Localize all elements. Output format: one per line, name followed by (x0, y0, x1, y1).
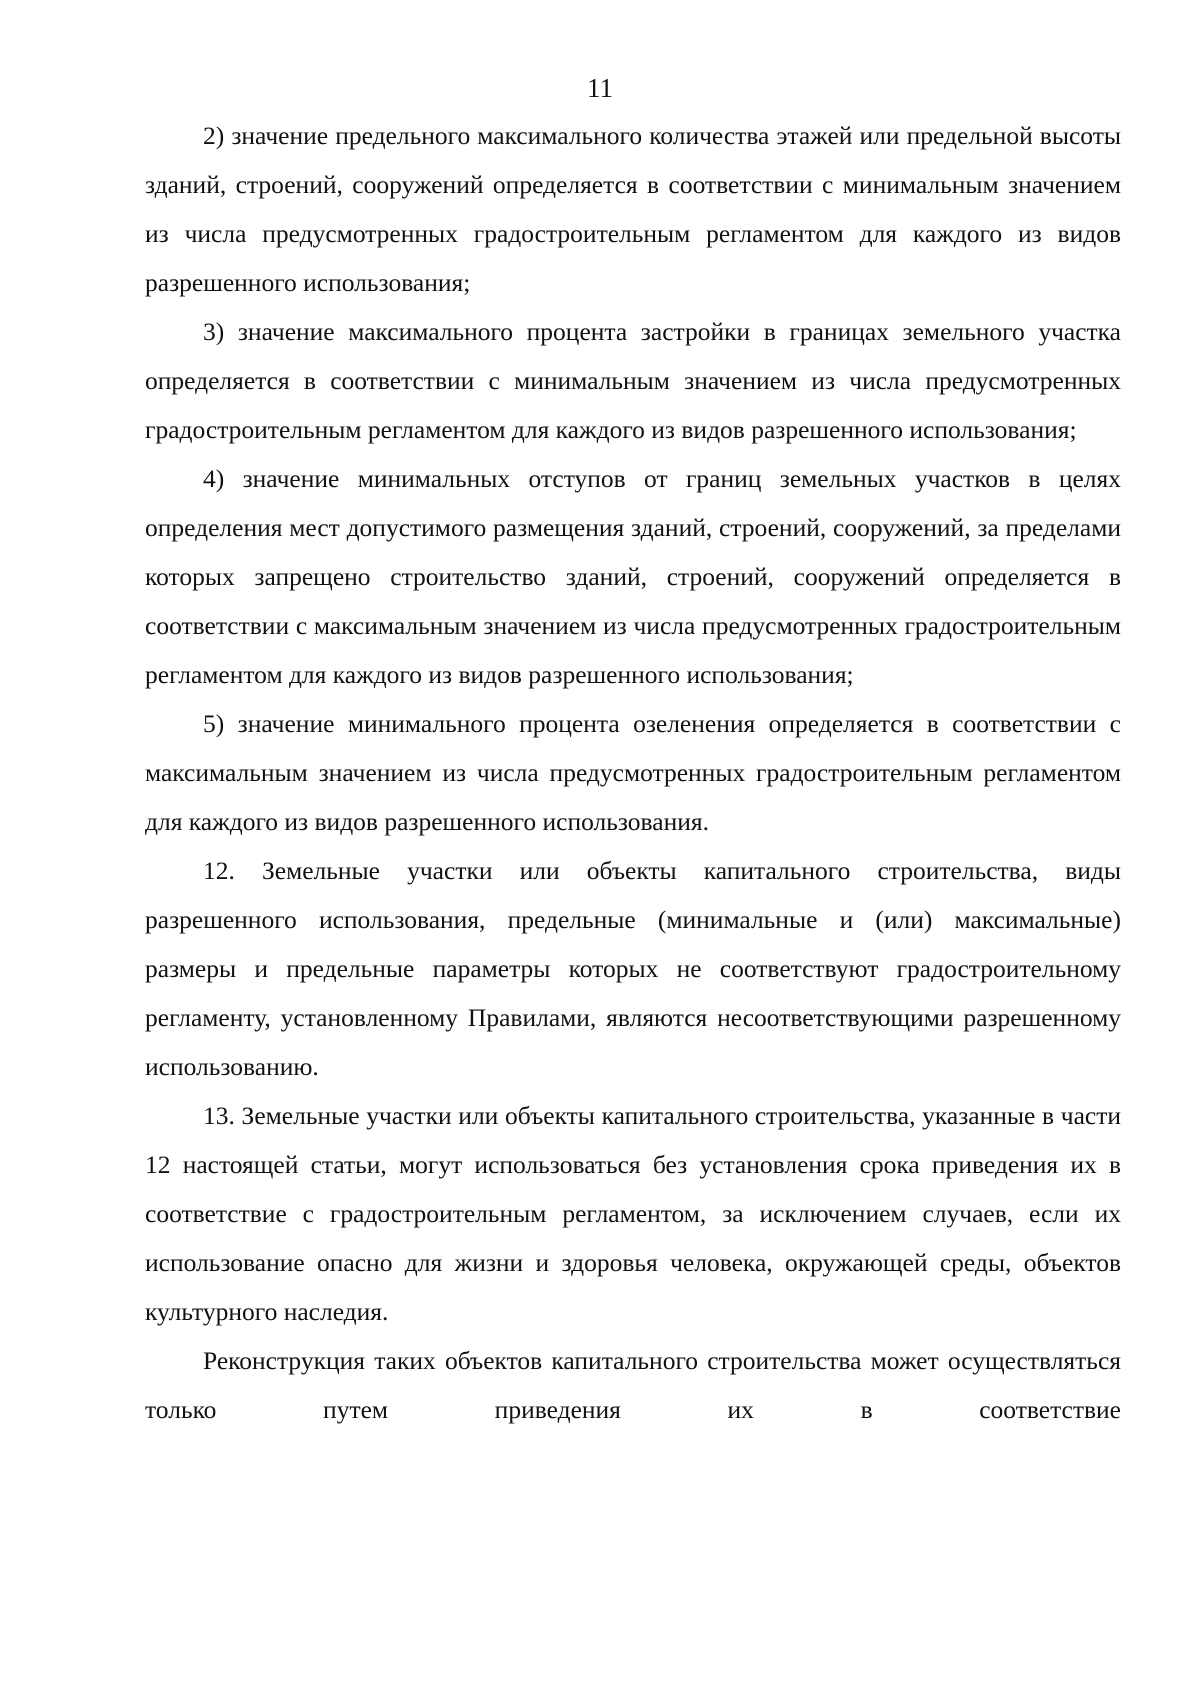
paragraph-item-2: 2) значение предельного максимального количества этажей или предельной высоты зданий, строений, сооружений определяется в соответствии с минимальным значением из числа предусмотренных градостроительным регламентом для каждого из видов разрешенного использования; (145, 121, 1121, 297)
paragraph-clause-13: 13. Земельные участки или объекты капитального строительства, указанные в части 12 настоящей статьи, могут использоваться без установления срока приведения их в соответствие с градостроительным регламентом, за исключением случаев, если их использование опасно для жизни и здоровья человека, окружающей среды, объектов культурного наследия. (145, 1101, 1121, 1326)
paragraph-clause-12: 12. Земельные участки или объекты капитального строительства, виды разрешенного использования, предельные (минимальные и (или) максимальные) размеры и предельные параметры которых не соответствуют градостроительному регламенту, установленному Правилами, являются несоответствующими разрешенному использованию. (145, 856, 1121, 1081)
paragraph-item-5: 5) значение минимального процента озеленения определяется в соответствии с максимальным значением из числа предусмотренных градостроительным регламентом для каждого из видов разрешенного использования. (145, 709, 1121, 836)
paragraph-item-3: 3) значение максимального процента застройки в границах земельного участка определяется в соответствии с минимальным значением из числа предусмотренных градостроительным регламентом для каждого из видов разрешенного использования; (145, 317, 1121, 444)
paragraph-item-4: 4) значение минимальных отступов от границ земельных участков в целях определения мест допустимого размещения зданий, строений, сооружений, за пределами которых запрещено строительство зданий, строений, сооружений определяется в соответствии с максимальным значением из числа предусмотренных градостроительным регламентом для каждого из видов разрешенного использования; (145, 464, 1121, 689)
paragraph-reconstruction: Реконструкция таких объектов капитального строительства может осуществляться только путем приведения их в соответствие (145, 1346, 1121, 1424)
page-number: 11 (587, 73, 613, 103)
document-body (145, 111, 1121, 1434)
